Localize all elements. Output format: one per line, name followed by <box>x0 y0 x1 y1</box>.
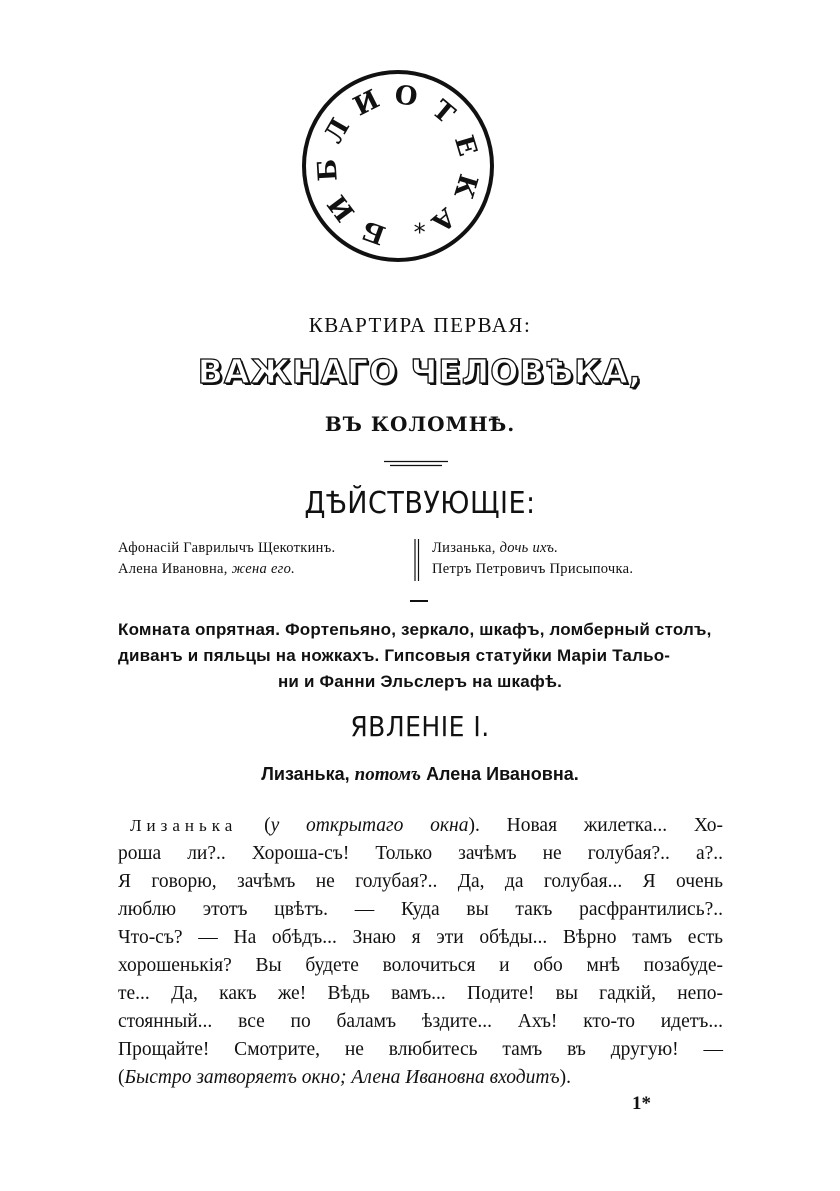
stamp-lettering <box>312 80 482 249</box>
cast-entry <box>432 561 633 578</box>
setting-line: Комната опрятная. Фортепьяно, зеркало, шкафъ, ломберный столъ, <box>118 620 712 639</box>
text-line: стоянный... все по баламъ ѣздите... Ахъ! кто-то идетъ... <box>118 1011 723 1032</box>
setting-line: диванъ и пяльцы на ножкахъ. Гипсовыя статуйки Маріи Тальо- <box>118 646 671 665</box>
text-line: те... Да, какъ же! Вѣдь вамъ... Подите! вы гадкій, непо- <box>118 983 723 1004</box>
stamp-letter: Е <box>447 132 483 160</box>
text-line <box>130 815 723 837</box>
page-number: 1* <box>632 1093 651 1114</box>
cast-column-separator <box>413 539 421 581</box>
stamp-letter: И <box>322 188 362 227</box>
text-line: Что-съ? — На обѣдъ... Знаю я эти обѣды... Вѣрно тамъ есть <box>118 927 723 948</box>
double-rule-divider <box>384 460 448 467</box>
text-line <box>118 1067 723 1089</box>
scene-heading: ЯВЛЕНІЕ І. <box>350 710 490 743</box>
apartment-kicker: КВАРТИРА ПЕРВАЯ: <box>308 313 532 337</box>
stamp-letter: Б <box>358 213 390 250</box>
text-line: Я говорю, зачѣмъ не голубая?.. Да, да голубая... Я очень <box>118 871 723 892</box>
cast-entry <box>432 540 558 557</box>
stamp-letter: Т <box>425 94 461 131</box>
cast-name: Лизанька, <box>432 540 496 556</box>
page-subtitle: ВЪ КОЛОМНѢ. <box>324 412 516 436</box>
paren: ( <box>264 815 271 836</box>
section-dash <box>410 600 428 602</box>
scene-connector: потомъ <box>354 764 422 785</box>
stamp-letter: К <box>447 170 483 202</box>
text-line: люблю этотъ цвѣтъ. — Куда вы такъ расфрантились?.. <box>118 899 723 920</box>
library-stamp <box>298 66 498 266</box>
stamp-letter: И <box>348 84 385 123</box>
text-line: хорошенькія? Вы будете волочиться и обо мнѣ позабуде- <box>118 955 723 976</box>
cast-name: Афонасій Гаврилычъ Щекоткинъ. <box>118 540 336 556</box>
text-line: Прощайте! Смотрите, не влюбитесь тамъ въ другую! — <box>118 1039 723 1060</box>
cast-entry <box>118 561 295 578</box>
scene-person: Лизанька, <box>261 764 350 784</box>
stamp-letter: О <box>393 80 420 113</box>
stamp-letter: А <box>425 201 461 238</box>
cast-heading: ДѢЙСТВУЮЩІЕ: <box>304 486 536 521</box>
scene-persons <box>0 764 840 786</box>
cast-role: жена его. <box>231 561 296 577</box>
page-title: ВАЖНАГО ЧЕЛОВѢКА, <box>197 352 643 391</box>
stamp-letter: Л <box>318 113 357 149</box>
paren: ). <box>559 1067 571 1088</box>
stamp-star-icon: * <box>413 218 426 247</box>
stage-direction: Быстро затворяетъ окно; Алена Ивановна входитъ <box>124 1067 560 1088</box>
cast-entry <box>118 540 335 557</box>
speaker-name: Лизанька <box>130 816 238 835</box>
speech-text: ). Новая жилетка... Хо- <box>468 815 723 836</box>
stamp-letter: Б <box>312 158 344 183</box>
stage-direction: у открытаго окна <box>270 815 469 836</box>
setting-line: ни и Фанни Эльслеръ на шкафѣ. <box>277 672 563 691</box>
text-line: роша ли?.. Хороша-съ! Только зачѣмъ не голубая?.. а?.. <box>118 843 723 864</box>
cast-name: Алена Ивановна, <box>118 561 228 577</box>
scene-person: Алена Ивановна. <box>426 764 579 784</box>
cast-name: Петръ Петровичъ Присыпочка. <box>432 561 634 577</box>
cast-role: дочь ихъ. <box>499 540 559 556</box>
paren: ( <box>118 1067 125 1088</box>
